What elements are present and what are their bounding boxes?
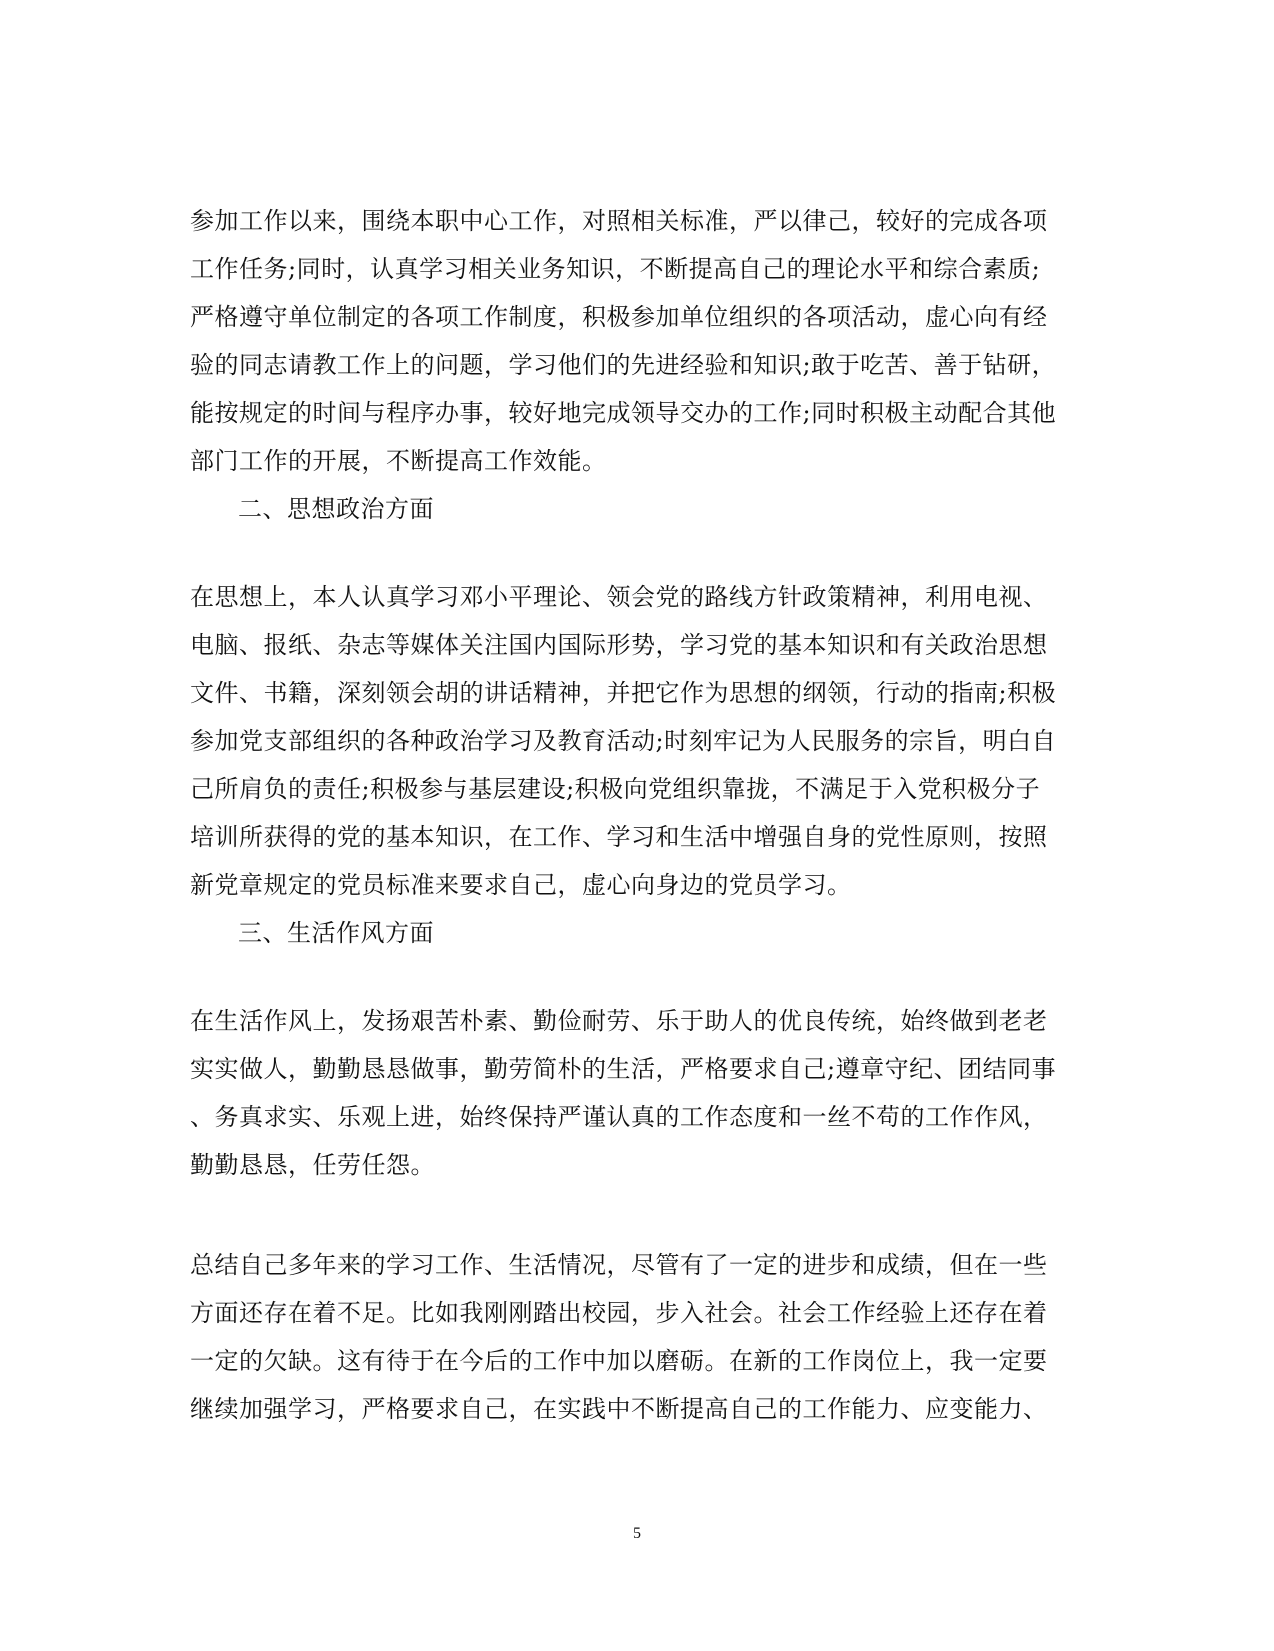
paragraph-2-line-2: 电脑、报纸、杂志等媒体关注国内国际形势，学习党的基本知识和有关政治思想 <box>190 631 1048 659</box>
paragraph-2-line-3: 文件、书籍，深刻领会胡的讲话精神，并把它作为思想的纲领，行动的指南;积极 <box>190 679 1057 707</box>
paragraph-2-line-1: 在思想上，本人认真学习邓小平理论、领会党的路线方针政策精神，利用电视、 <box>190 583 1048 611</box>
section-heading-politics: 二、思想政治方面 <box>238 495 434 523</box>
section-heading-lifestyle: 三、生活作风方面 <box>238 919 434 947</box>
paragraph-3-line-3: 、务真求实、乐观上进，始终保持严谨认真的工作态度和一丝不苟的工作作风， <box>190 1103 1048 1131</box>
paragraph-1-line-1: 参加工作以来，围绕本职中心工作，对照相关标准，严以律己，较好的完成各项 <box>190 207 1048 235</box>
paragraph-4-line-2: 方面还存在着不足。比如我刚刚踏出校园，步入社会。社会工作经验上还存在着 <box>190 1299 1048 1327</box>
paragraph-4-line-3: 一定的欠缺。这有待于在今后的工作中加以磨砺。在新的工作岗位上，我一定要 <box>190 1347 1048 1375</box>
paragraph-2-line-7: 新党章规定的党员标准来要求自己，虚心向身边的党员学习。 <box>190 871 852 899</box>
paragraph-1-line-6: 部门工作的开展，不断提高工作效能。 <box>190 447 607 475</box>
paragraph-2-line-4: 参加党支部组织的各种政治学习及教育活动;时刻牢记为人民服务的宗旨，明白自 <box>190 727 1057 755</box>
paragraph-1-line-3: 严格遵守单位制定的各项工作制度，积极参加单位组织的各项活动，虚心向有经 <box>190 303 1048 331</box>
paragraph-3-line-1: 在生活作风上，发扬艰苦朴素、勤俭耐劳、乐于助人的优良传统，始终做到老老 <box>190 1007 1048 1035</box>
page-number: 5 <box>633 1525 641 1542</box>
paragraph-3-line-2: 实实做人，勤勤恳恳做事，勤劳简朴的生活，严格要求自己;遵章守纪、团结同事 <box>190 1055 1057 1083</box>
paragraph-4-line-4: 继续加强学习，严格要求自己，在实践中不断提高自己的工作能力、应变能力、 <box>190 1395 1048 1423</box>
paragraph-3-line-4: 勤勤恳恳，任劳任怨。 <box>190 1151 435 1179</box>
paragraph-1-line-5: 能按规定的时间与程序办事，较好地完成领导交办的工作;同时积极主动配合其他 <box>190 399 1057 427</box>
paragraph-4-line-1: 总结自己多年来的学习工作、生活情况，尽管有了一定的进步和成绩，但在一些 <box>190 1251 1048 1279</box>
paragraph-2-line-5: 己所肩负的责任;积极参与基层建设;积极向党组织靠拢，不满足于入党积极分子 <box>190 775 1041 803</box>
paragraph-2-line-6: 培训所获得的党的基本知识，在工作、学习和生活中增强自身的党性原则，按照 <box>190 823 1048 851</box>
paragraph-1-line-4: 验的同志请教工作上的问题，学习他们的先进经验和知识;敢于吃苦、善于钻研， <box>190 351 1057 379</box>
paragraph-1-line-2: 工作任务;同时，认真学习相关业务知识，不断提高自己的理论水平和综合素质; <box>190 255 1041 283</box>
